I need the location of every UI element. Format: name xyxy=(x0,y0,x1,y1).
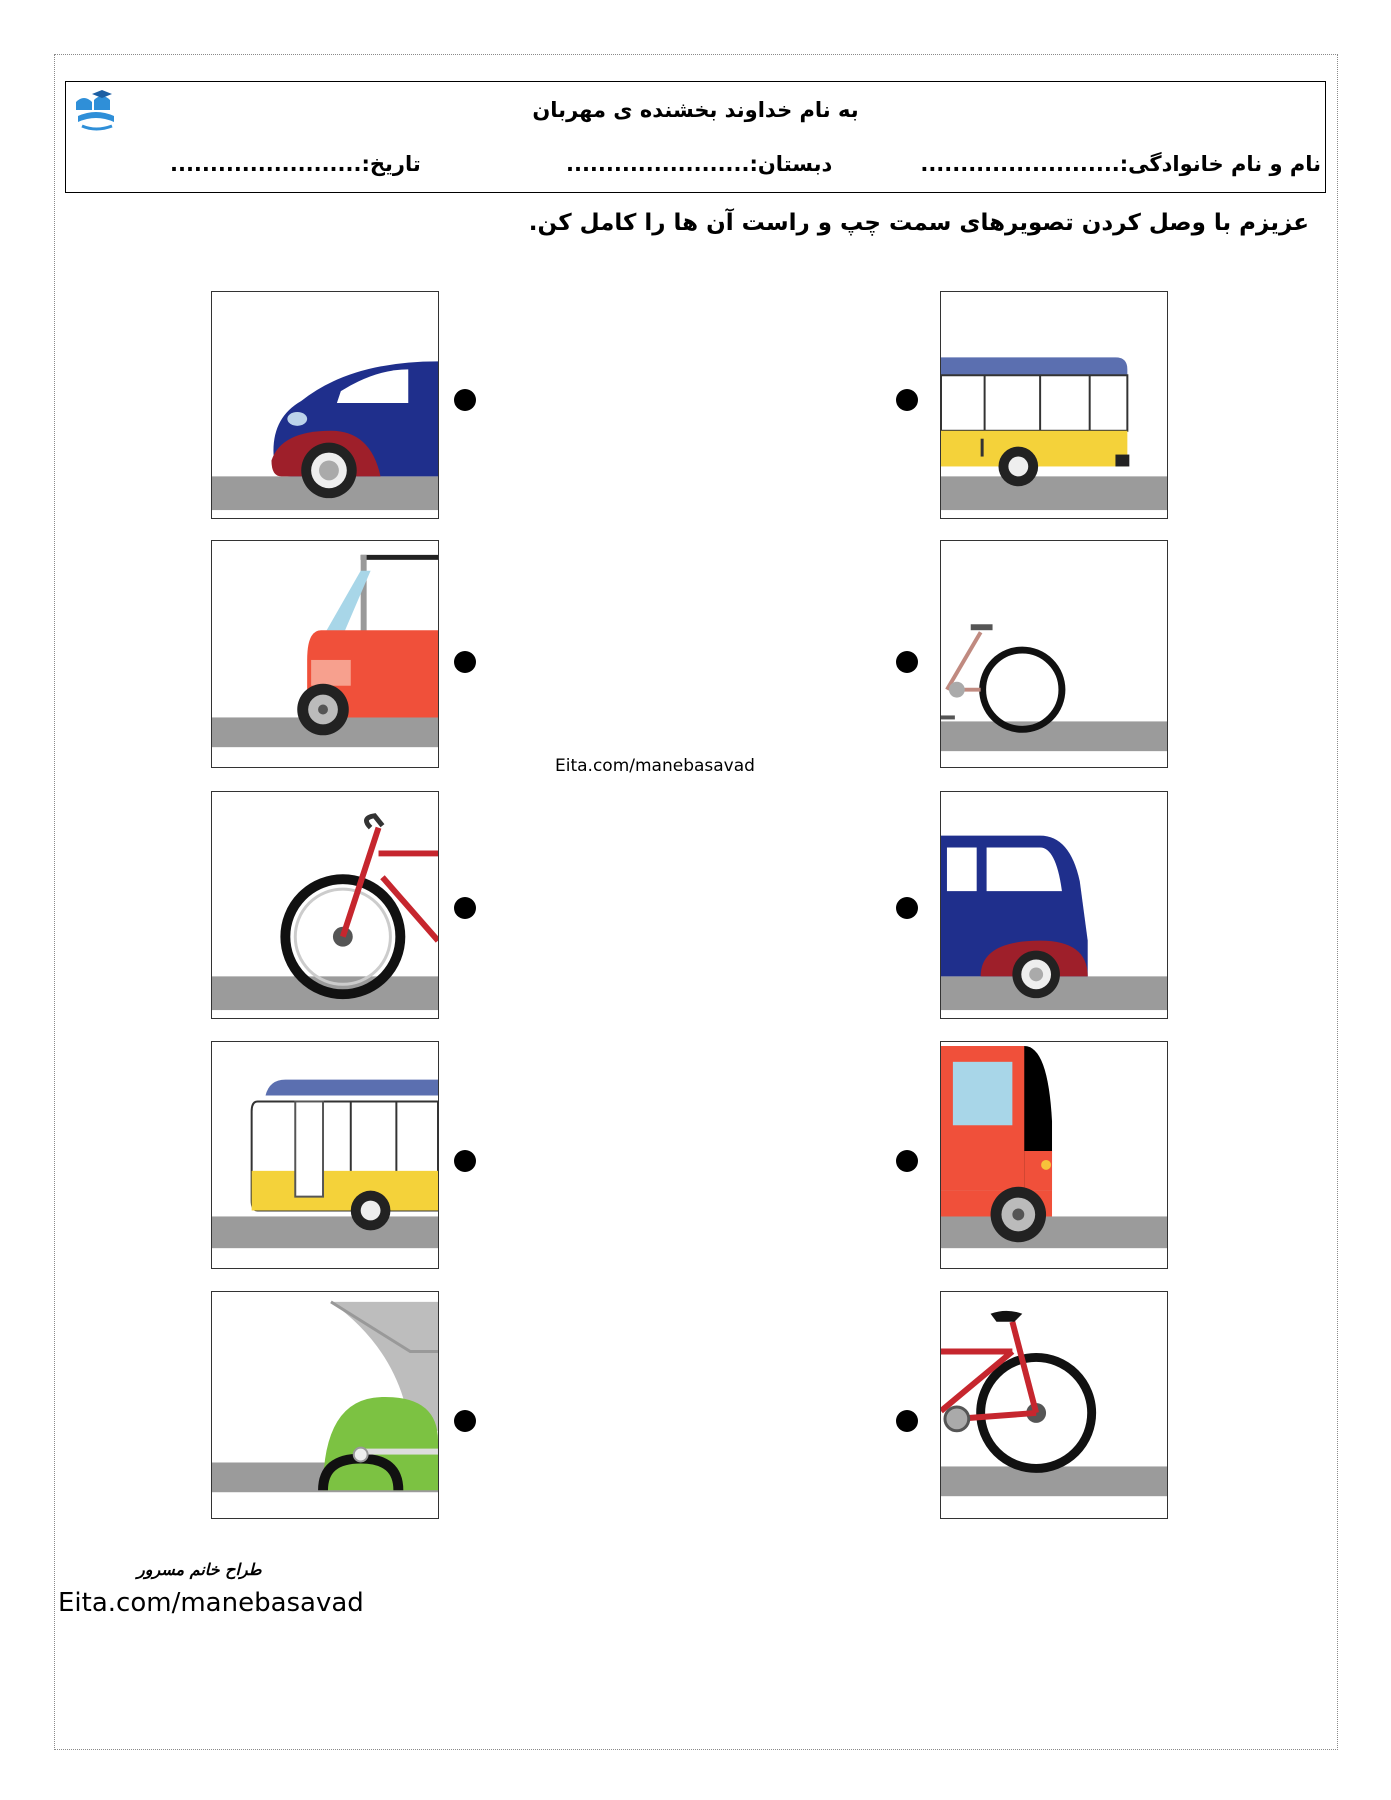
school-field: دبستان:....................... xyxy=(566,152,833,176)
cycle-rickshaw-back-half-icon xyxy=(941,541,1167,767)
car-back-half-icon xyxy=(941,792,1167,1018)
footer-url: Eita.com/manebasavad xyxy=(58,1588,364,1618)
right-card-2 xyxy=(940,540,1168,768)
right-card-5 xyxy=(940,1291,1168,1519)
bicycle-front-half-icon xyxy=(212,792,438,1018)
right-card-1 xyxy=(940,291,1168,519)
left-dot-2[interactable] xyxy=(454,651,476,673)
bus-front-half-icon xyxy=(212,1042,438,1268)
date-field: تاریخ:........................ xyxy=(170,152,421,176)
left-card-3 xyxy=(211,791,439,1019)
left-card-5 xyxy=(211,1291,439,1519)
left-dot-5[interactable] xyxy=(454,1410,476,1432)
left-card-1 xyxy=(211,291,439,519)
right-card-3 xyxy=(940,791,1168,1019)
right-dot-2[interactable] xyxy=(896,651,918,673)
instruction-text: عزیزم با وصل کردن تصویرهای سمت چپ و راست آن ها را کامل کن. xyxy=(528,210,1309,236)
right-card-4 xyxy=(940,1041,1168,1269)
name-field: نام و نام خانوادگی:......................... xyxy=(920,152,1321,176)
left-dot-3[interactable] xyxy=(454,897,476,919)
left-card-4 xyxy=(211,1041,439,1269)
bus-back-half-icon xyxy=(941,292,1167,518)
left-dot-4[interactable] xyxy=(454,1150,476,1172)
car-front-half-icon xyxy=(212,292,438,518)
right-dot-1[interactable] xyxy=(896,389,918,411)
rickshaw-front-half-icon xyxy=(212,541,438,767)
left-card-2 xyxy=(211,540,439,768)
rickshaw-back-half-icon xyxy=(941,1042,1167,1268)
right-dot-4[interactable] xyxy=(896,1150,918,1172)
left-dot-1[interactable] xyxy=(454,389,476,411)
bicycle-back-half-icon xyxy=(941,1292,1167,1518)
watermark-text: Eita.com/manebasavad xyxy=(555,756,755,776)
page-title: به نام خداوند بخشنده ی مهربان xyxy=(532,98,859,122)
cycle-rickshaw-front-half-icon xyxy=(212,1292,438,1518)
right-dot-3[interactable] xyxy=(896,897,918,919)
designer-credit: طراح خانم مسرور xyxy=(137,1560,262,1579)
right-dot-5[interactable] xyxy=(896,1410,918,1432)
